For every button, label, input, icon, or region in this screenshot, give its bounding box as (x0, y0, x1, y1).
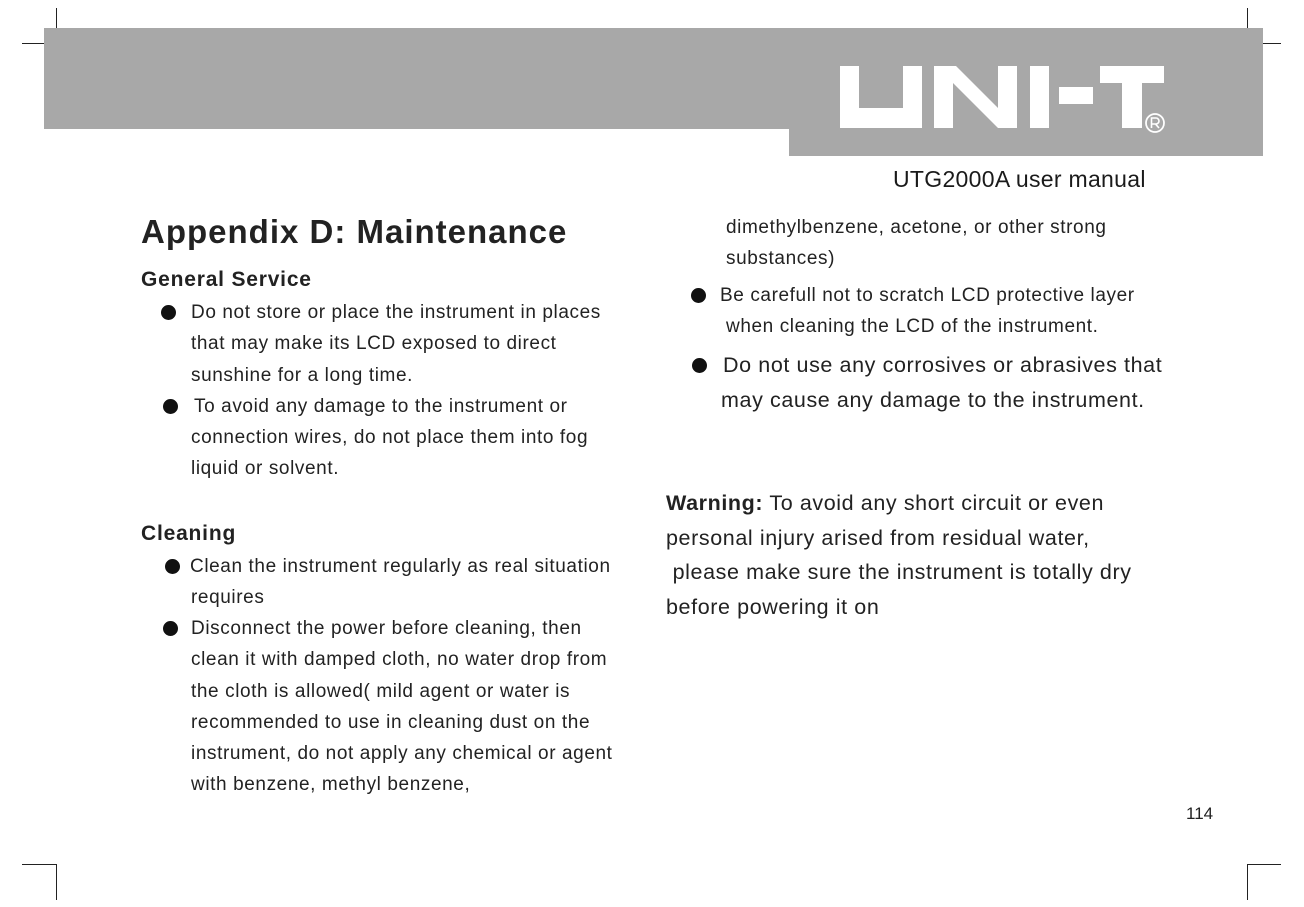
cleaning-item-2-line-2: clean it with damped cloth, no water drop from (191, 649, 608, 670)
bullet-icon (691, 288, 706, 303)
bullet-icon (692, 358, 707, 373)
uni-t-logo (838, 60, 1178, 140)
appendix-title: Appendix D: Maintenance (141, 213, 568, 250)
crop-mark-bottom-left-h (22, 864, 57, 865)
cleaning-item-2-line-1: Disconnect the power before cleaning, then (191, 618, 582, 639)
warning-line-4: before powering it on (666, 595, 880, 619)
bullet-icon (161, 305, 176, 320)
cleaning-item-2-line-3: the cloth is allowed( mild agent or water is (191, 681, 571, 702)
general-service-heading: General Service (141, 268, 312, 291)
right-item-1-line-2: when cleaning the LCD of the instrument. (726, 316, 1099, 337)
continued-line-2: substances) (726, 248, 836, 269)
page-number: 114 (1186, 804, 1214, 823)
warning-text: To avoid any short circuit or even (763, 491, 1105, 515)
general-service-item-1-line-2: that may make its LCD exposed to direct (191, 333, 557, 354)
bullet-icon (165, 559, 180, 574)
bullet-icon (163, 621, 178, 636)
crop-mark-bottom-right-v (1247, 864, 1248, 900)
warning-label: Warning: (666, 491, 764, 515)
general-service-item-1-line-1: Do not store or place the instrument in places (191, 302, 601, 323)
cleaning-item-2-line-5: instrument, do not apply any chemical or agent (191, 743, 613, 764)
right-item-1-line-1: Be carefull not to scratch LCD protective layer (720, 285, 1135, 306)
cleaning-item-2-line-6: with benzene, methyl benzene, (191, 774, 471, 795)
warning-line-3: please make sure the instrument is totally dry (666, 560, 1132, 584)
bullet-icon (163, 399, 178, 414)
warning-line-2: personal injury arised from residual water, (666, 526, 1090, 550)
general-service-item-2-line-2: connection wires, do not place them into fog (191, 427, 589, 448)
right-item-2-line-1: Do not use any corrosives or abrasives that (723, 353, 1163, 377)
continued-line-1: dimethylbenzene, acetone, or other strong (726, 217, 1107, 238)
manual-title: UTG2000A user manual (893, 166, 1146, 192)
cleaning-item-1-line-1: Clean the instrument regularly as real situation (190, 556, 611, 577)
general-service-item-2-line-3: liquid or solvent. (191, 458, 340, 479)
general-service-item-1-line-3: sunshine for a long time. (191, 365, 414, 386)
warning-line-1 (666, 491, 1104, 516)
right-item-2-line-2: may cause any damage to the instrument. (721, 388, 1145, 412)
cleaning-item-2-line-4: recommended to use in cleaning dust on the (191, 712, 591, 733)
cleaning-heading: Cleaning (141, 522, 237, 545)
cleaning-item-1-line-2: requires (191, 587, 265, 608)
crop-mark-bottom-left-v (56, 864, 57, 900)
general-service-item-2-line-1: To avoid any damage to the instrument or (194, 396, 568, 417)
crop-mark-bottom-right-h (1247, 864, 1281, 865)
